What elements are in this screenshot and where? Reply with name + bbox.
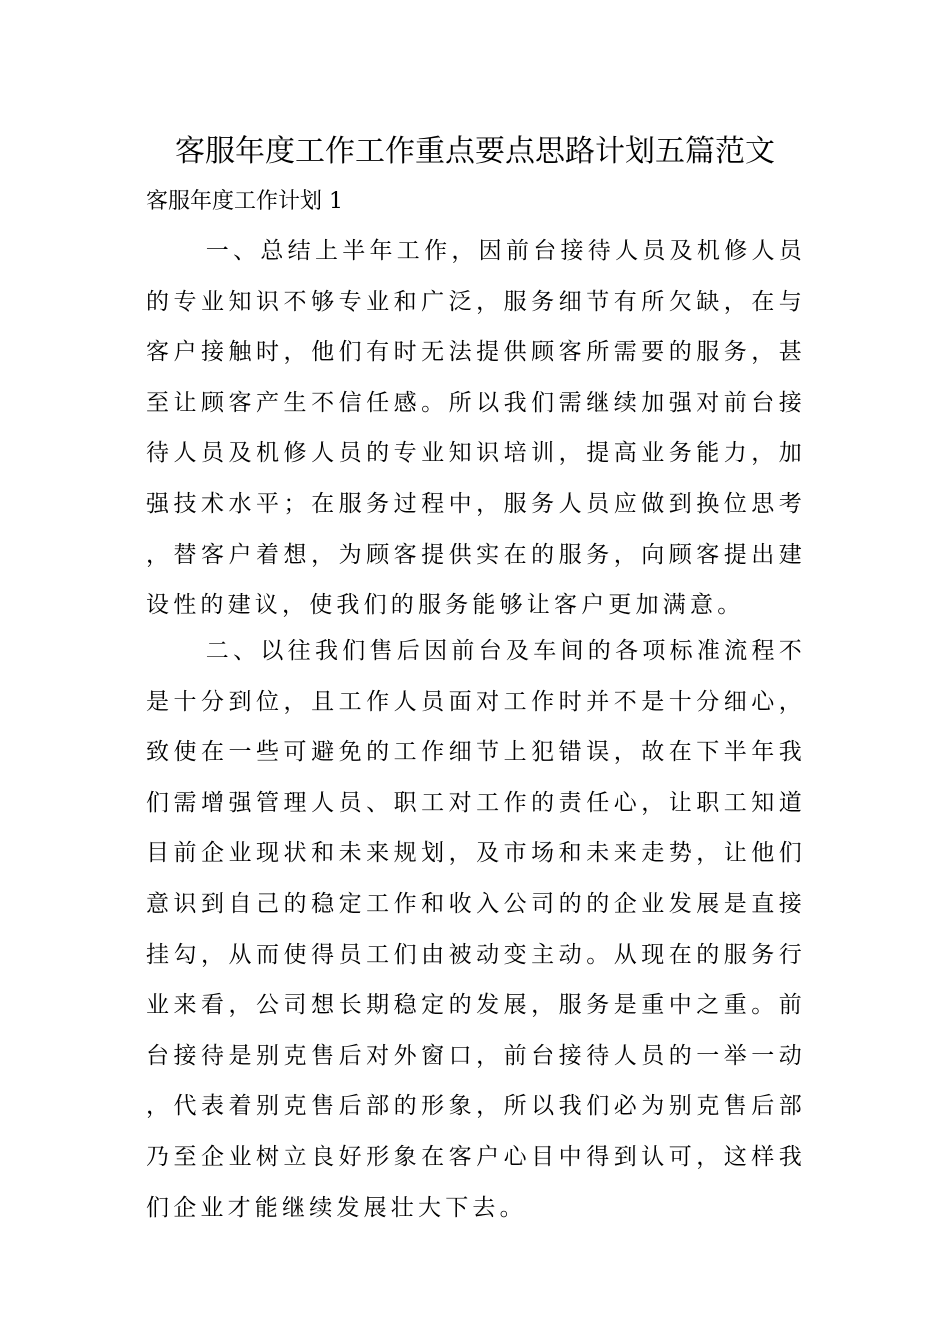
body-paragraph-1: 一、总结上半年工作，因前台接待人员及机修人员的专业知识不够专业和广泛，服务细节有所欠缺，在与客户接触时，他们有时无法提供顾客所需要的服务，甚至让顾客产生不信任感。所以我们需继续加强对前台接待人员及机修人员的专业知识培训，提高业务能力，加强技术水平；在服务过程中，服务人员应做到换位思考，替客户着想，为顾客提供实在的服务，向顾客提出建设性的建议，使我们的服务能够让客户更加满意。 [146, 238, 806, 619]
section-heading: 客服年度工作计划 1 [146, 189, 343, 214]
document-title: 客服年度工作工作重点要点思路计划五篇范文 [175, 134, 775, 169]
body-paragraph-2: 二、以往我们售后因前台及车间的各项标准流程不是十分到位，且工作人员面对工作时并不是十分细心，致使在一些可避免的工作细节上犯错误，故在下半年我们需增强管理人员、职工对工作的责任心，让职工知道目前企业现状和未来规划，及市场和未来走势，让他们意识到自己的稳定工作和收入公司的的企业发展是直接挂勾，从而使得员工们由被动变主动。从现在的服务行业来看，公司想长期稳定的发展，服务是重中之重。前台接待是别克售后对外窗口，前台接待人员的一举一动，代表着别克售后部的形象，所以我们必为别克售后部乃至企业树立良好形象在客户心目中得到认可，这样我们企业才能继续发展壮大下去。 [146, 638, 806, 1221]
